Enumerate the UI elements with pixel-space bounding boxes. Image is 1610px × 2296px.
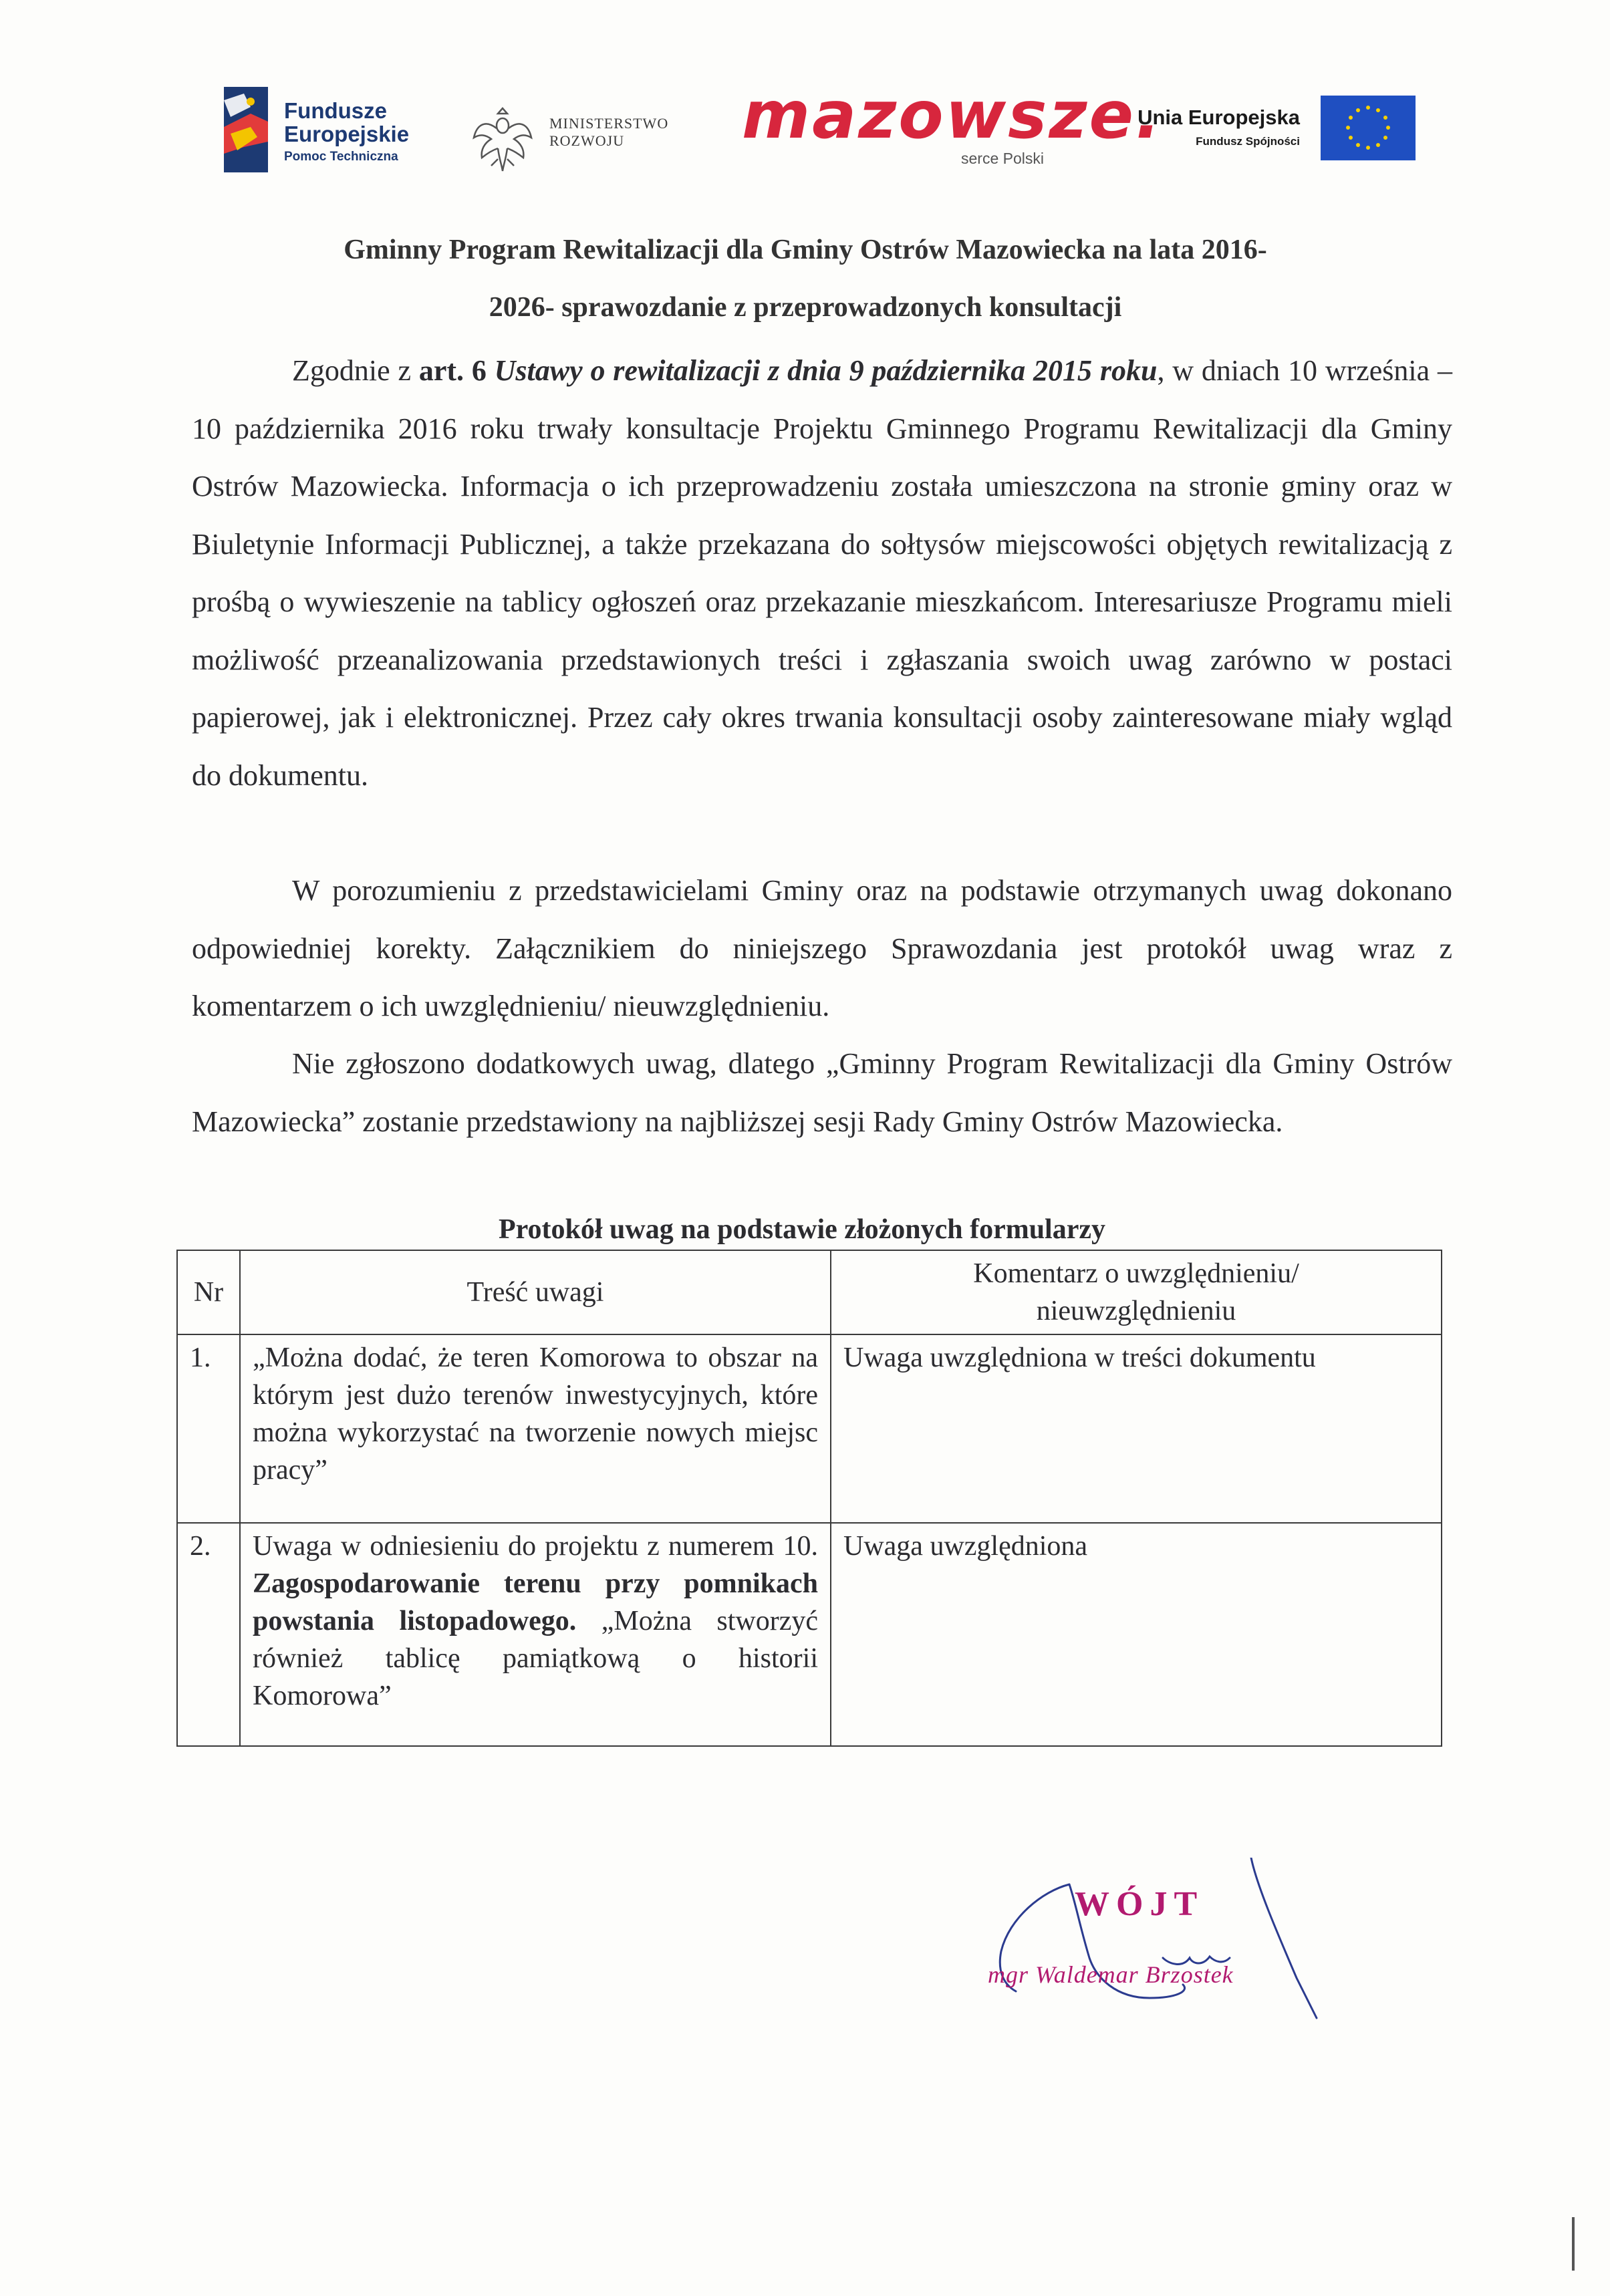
logo-strip (0, 0, 1610, 200)
row-text (240, 1523, 831, 1746)
paragraph-3: Nie zgłoszono dodatkowych uwag, dlatego „Gminny Program Rewitalizacji dla Gminy Ostrów Mazowiecka” zostanie przedstawiony na najbliższej sesji Rady Gminy Ostrów Mazowiecka. (192, 1047, 1452, 1138)
polish-eagle-icon (471, 99, 535, 174)
protocol-title: Protokół uwag na podstawie złożonych formularzy (498, 1214, 1106, 1245)
eu-flag-icon (1321, 96, 1416, 160)
header-content: Treść uwagi (240, 1250, 831, 1334)
paragraph-2: W porozumieniu z przedstawicielami Gminy oraz na podstawie otrzymanych uwag dokonano odpowiedniej korekty. Załącznikiem do niniejszego Sprawozdania jest protokół uwag wraz z komentarzem o ich uwzględnieniu/ nieuwzględnieniu. (192, 874, 1452, 1022)
row-comment: Uwaga uwzględniona (831, 1523, 1442, 1746)
table-header-row (177, 1250, 1442, 1334)
row-comment: Uwaga uwzględniona w treści dokumentu (831, 1334, 1442, 1523)
unia-europejska-logo (1133, 106, 1300, 148)
p1-article: art. 6 (418, 354, 487, 387)
fe-line3: Pomoc Techniczna (284, 150, 398, 164)
paragraph-1 (192, 342, 1452, 805)
row-nr: 2. (177, 1523, 240, 1746)
ministry-line2: ROZWOJU (549, 132, 625, 149)
table-row (177, 1523, 1442, 1746)
fundusze-europejskie-flag-icon (224, 87, 268, 172)
row-text-part-a: Uwaga w odniesieniu do projektu z numerem 10. (253, 1531, 818, 1562)
header-comment-line2: nieuwzględnieniu (1036, 1296, 1236, 1326)
fundusze-europejskie-logo (284, 99, 409, 164)
header-comment (831, 1250, 1442, 1334)
p1-act-name: Ustawy o rewitalizacji z dnia 9 października 2015 roku (494, 354, 1158, 387)
stamp-name: mgr Waldemar Brzostek (988, 1961, 1234, 1988)
fe-line1: Fundusze (284, 98, 387, 123)
row-text: „Można dodać, że teren Komorowa to obszar na którym jest dużo terenów inwestycyjnych, które można wykorzystać na tworzenie nowych miejsc pracy” (240, 1334, 831, 1523)
document-title-line1: Gminny Program Rewitalizacji dla Gminy Ostrów Mazowiecka na lata 2016- (344, 235, 1267, 265)
fe-line2: Europejskie (284, 122, 410, 146)
p1-part-e: , w dniach 10 września – 10 października 2016 roku trwały konsultacje Projektu Gminnego Programu Rewitalizacji dla Gminy Ostrów Mazowiecka. Informacja o ich przeprowadzeniu została umieszczona na stronie gminy oraz w Biuletynie Informacji Publicznej, a także przekazana do sołtysów miejscowości objętych rewitalizacją z prośbą o wywieszenie na tablicy ogłoszeń oraz przekazanie mieszkańcom. Interesariusze Programu mieli możliwość przeanalizowania przedstawionych treści i zgłaszania swoich uwag zarówno w postaci papierowej, jak i elektronicznej. Przez cały okres trwania konsultacji osoby zainteresowane miały wgląd do dokumentu. (192, 354, 1453, 792)
ministerstwo-rozwoju-logo (549, 115, 668, 150)
document-title-line2: 2026- sprawozdanie z przeprowadzonych konsultacji (489, 292, 1122, 323)
row-text-part-b: „Można stworzyć również tablicę pamiątkową o historii Komorowa” (253, 1606, 818, 1711)
row-text-project-name: Zagospodarowanie terenu przy pomnikach powstania listopadowego. (253, 1568, 818, 1636)
eu-line2: Fundusz Spójności (1196, 135, 1300, 148)
header-nr: Nr (177, 1250, 240, 1334)
header-comment-line1: Komentarz o uwzględnieniu/ (973, 1258, 1299, 1289)
p1-part-a: Zgodnie z (292, 354, 419, 387)
mazowsze-subtitle: serce Polski (961, 150, 1044, 167)
stamp-title: WÓJT (1075, 1885, 1204, 1923)
protocol-table (176, 1250, 1442, 1747)
row-nr: 1. (177, 1334, 240, 1523)
scan-edge-mark (1572, 2217, 1575, 2271)
mazowsze-logo-wordmark: mazowsze. (742, 78, 1163, 154)
ministry-line1: MINISTERSTWO (549, 115, 669, 132)
p1-space (487, 354, 495, 387)
table-row (177, 1334, 1442, 1523)
eu-line1: Unia Europejska (1137, 106, 1300, 129)
